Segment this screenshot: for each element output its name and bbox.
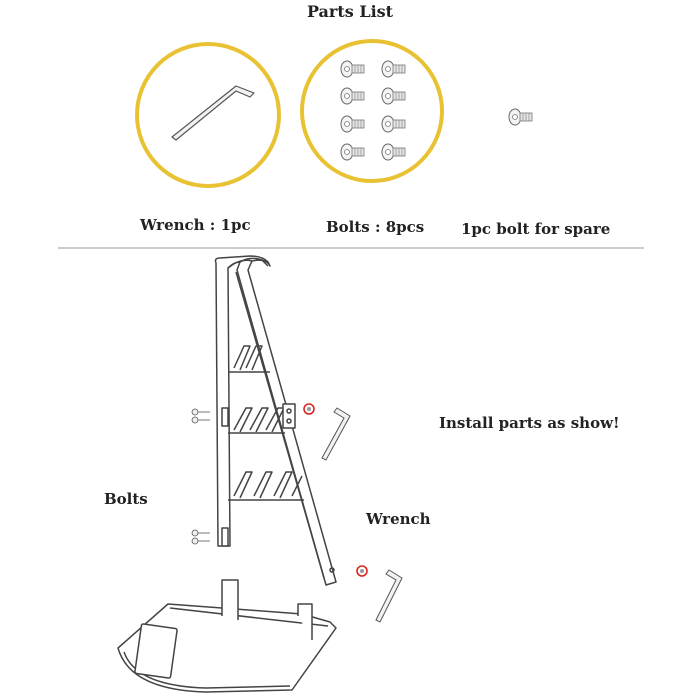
wrench-qty-label: Wrench : 1pc (140, 216, 251, 234)
wrench-circle (137, 44, 279, 186)
bolt-callout-group (192, 409, 210, 544)
bolts-callout-label: Bolts (104, 490, 148, 508)
parts-list-title: Parts List (306, 2, 394, 21)
assembly-wrench-upper (304, 404, 350, 460)
assembly-wrench-lower (357, 566, 402, 622)
install-instruction: Install parts as show! (439, 414, 620, 432)
bolts-circle (302, 41, 442, 181)
spare-bolt-label: 1pc bolt for spare (461, 220, 611, 238)
spare-bolt-icon (509, 109, 532, 125)
wrench-callout-label: Wrench (366, 510, 431, 528)
base-tray (118, 580, 336, 692)
stand-frame (216, 256, 337, 585)
bolts-qty-label: Bolts : 8pcs (326, 218, 425, 236)
